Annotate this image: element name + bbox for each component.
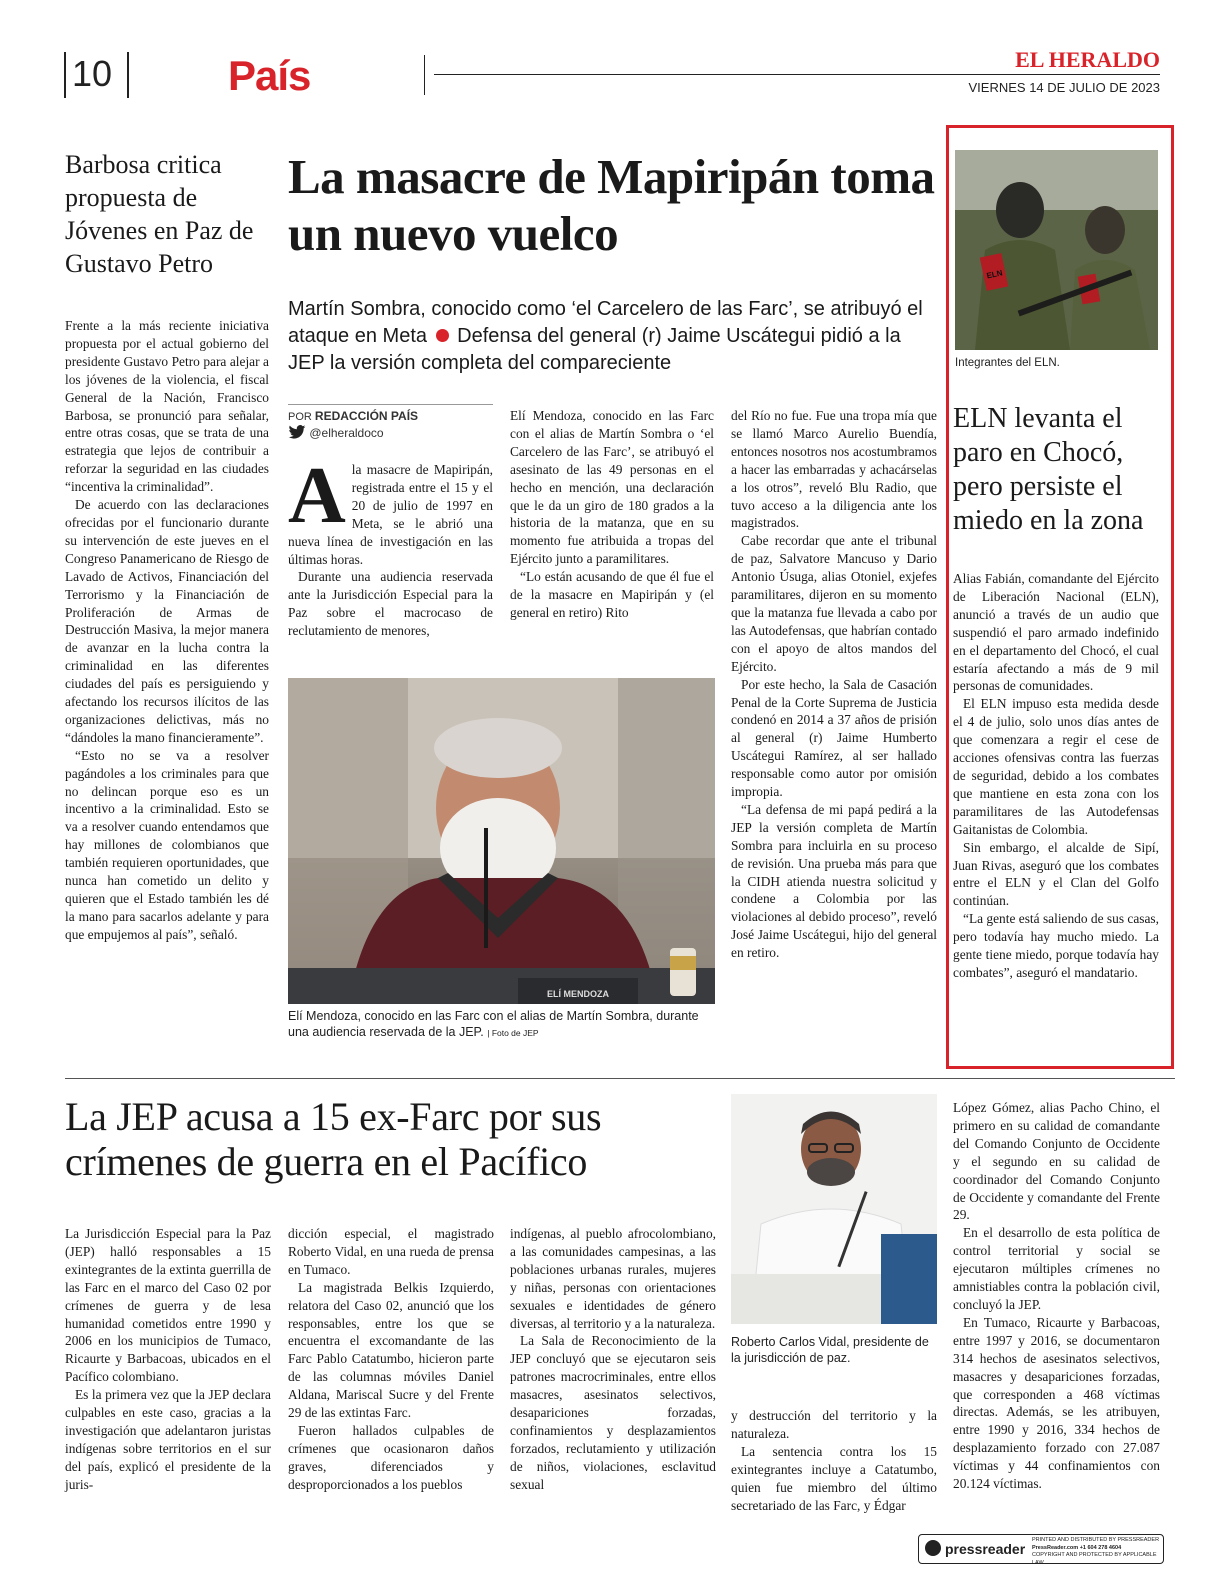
main-photo: [288, 678, 715, 1004]
main-paragraph: Cabe recordar que ante el tribunal de paz, Salvatore Mancuso y Dario Antonio Úsuga, alias Otoniel, exjefes paramilitares, dijeron en su momento que la matanza fue llevada a cabo por las Autodefensas, que habrían contado con el apoyo de altos mandos del Ejército.: [731, 533, 937, 674]
section-separator: [65, 1078, 1175, 1079]
man-portrait-illustration: [288, 678, 715, 1004]
brand-logo: EL HERALDO: [1015, 47, 1160, 72]
armband-left: ELN: [985, 268, 1004, 281]
deck-part-2: Defensa del general (r) Jaime Uscátegui pidió a la JEP la versión completa del compareciente: [288, 325, 901, 374]
bottom-col-4: [731, 1407, 937, 1514]
main-paragraph: Ala masacre de Mapiripán, registrada entre el 15 y el 20 de julio de 1997 en Meta, se le abrió una nueva línea de investigación en las últimas horas.: [288, 452, 493, 567]
byline-author: REDACCIÓN PAÍS: [314, 409, 419, 423]
twitter-handle: @elheraldoco: [309, 426, 384, 440]
section-title: País: [228, 52, 311, 99]
eln-photo-caption: Integrantes del ELN.: [955, 357, 1060, 369]
main-deck: [288, 296, 938, 377]
brief-body: [65, 317, 269, 944]
main-paragraph: “La defensa de mi papá pedirá a la JEP la versión completa de Martín Sombra para incluirla en su proceso de revisión. Una prueba más para que la CIDH atienda nuestra solicitud y condene a Colombia por las violaciones al debido proceso”, reveló José Jaime Uscátegui, hijo del general en retiro.: [731, 801, 937, 961]
header-divider-right: [127, 52, 129, 98]
brief-paragraph: De acuerdo con las declaraciones ofrecidas por el funcionario durante su intervención de este jueves en el Congreso Panamericano de Riesgo de Lavado de Activos, Financiación del Terrorismo y la Financiación de Proliferación de Armas de Destrucción Masiva, la mejor manera de avanzar en la lucha contra la criminalidad en las diferentes ciudades del país es persiguiendo y afectando los recursos ilícitos de las organizaciones delictivas, más no “dándoles la mano financieramente”.: [65, 497, 269, 745]
main-photo-caption: [288, 1008, 718, 1041]
header-divider-left: [64, 52, 66, 98]
brief-headline: Barbosa critica propuesta de Jóvenes en Paz de Gustavo Petro: [65, 150, 254, 278]
bottom-col-2: [288, 1225, 494, 1494]
main-headline: La masacre de Mapiripán toma un nuevo vuelco: [288, 149, 935, 261]
bottom-paragraph: Es la primera vez que la JEP declara culpables en este caso, gracias a la investigación que adelantaron juristas indígenas sobre territorios en el sur del país, explicó el presidente de la juris-: [65, 1387, 271, 1492]
twitter-line[interactable]: [288, 425, 384, 441]
deck-bullet: [436, 329, 449, 342]
main-paragraph: Por este hecho, la Sala de Casación Penal de la Corte Suprema de Justicia condenó en 2014 a 37 años de prisión al general (r) Jaime Humberto Uscátegui Ramírez, al ser hallado responsable como autor por omisión impropia.: [731, 676, 937, 800]
byline-por: POR: [288, 411, 312, 423]
main-paragraph: Elí Mendoza, conocido en las Farc con el alias de Martín Sombra o ‘el Carcelero de las Farc’, se atribuyó el asesinato de las 49 personas en el hecho en mención, una declaración que le da un giro de 180 grados a la historia de la matanza, que en su momento fue atribuida a tropas del Ejército junto a paramilitares.: [510, 408, 714, 567]
guerrilla-illustration: [955, 150, 1158, 350]
bottom-paragraph: La sentencia contra los 15 exintegrantes incluye a Catatumbo, quien fue miembro del último secretariado de las Farc, y Édgar: [731, 1443, 937, 1513]
eln-paragraph: El ELN impuso esta medida desde el 4 de julio, solo unos días antes de que comenzara a regir el cese de acciones ofensivas contra las fuerzas de seguridad, debido a los combates que mantiene en esta zona con los paramilitares de las Autodefensas Gaitanistas de Colombia.: [953, 696, 1159, 837]
bottom-paragraph: López Gómez, alias Pacho Chino, el primero en su calidad de comandante del Comando Conjunto de Occidente y el segundo en su calidad de coordinador del Comando Conjunto de Occidente y comandante del Frente 29.: [953, 1100, 1160, 1223]
pressreader-line-2: PressReader.com +1 604 278 4604: [1032, 1544, 1122, 1551]
eln-body: [953, 570, 1159, 982]
vidal-photo-caption: Roberto Carlos Vidal, presidente de la jurisdicción de paz.: [731, 1335, 929, 1365]
nameplate-text: ELÍ MENDOZA: [547, 989, 609, 999]
issue-date: VIERNES 14 DE JULIO DE 2023: [968, 80, 1160, 95]
bottom-paragraph: En el desarrollo de esta política de control territorial y social se ejecutaron múltiples crímenes no amnistiables contra la población civil, concluyó la JEP.: [953, 1225, 1160, 1312]
caption-text: Elí Mendoza, conocido en las Farc con el alias de Martín Sombra, durante una audiencia reservada de la JEP.: [288, 1009, 699, 1039]
vidal-portrait-illustration: [731, 1094, 937, 1324]
bottom-col-1: [65, 1225, 271, 1494]
main-col-2: [510, 407, 714, 622]
bottom-col-3: [510, 1225, 716, 1494]
bottom-paragraph: La Sala de Reconocimiento de la JEP concluyó que se ejecutaron seis patrones macrocriminales, entre ellos masacres, asesinatos selectivos, desapariciones forzadas, confinamientos y desplazamientos forzados, reclutamiento y utilización de niños, violaciones, esclavitud sexual: [510, 1333, 716, 1492]
bottom-paragraph: indígenas, al pueblo afrocolombiano, a las comunidades campesinas, a las poblaciones urbanas rurales, mujeres y niñas, personas con orientaciones sexuales e identidades de género diversas, al territorio y a la naturaleza.: [510, 1226, 716, 1331]
photo-credit: | Foto de JEP: [487, 1028, 539, 1038]
brief-paragraph: Frente a la más reciente iniciativa propuesta por el actual gobierno del presidente Gustavo Petro para alejar a los jóvenes de la violencia, el fiscal General de la Nación, Francisco Barbosa, se pronunció para señalar, entre otras cosas, que se trata de una estrategia que lejos de contribuir a reforzar la seguridad en las ciudades “incentiva la criminalidad”.: [65, 318, 269, 495]
main-col-1: [288, 452, 493, 640]
bottom-paragraph: Fueron hallados culpables de crímenes que ocasionaron daños graves, diferenciados y desproporcionados a los pueblos: [288, 1422, 494, 1492]
byline-rule: [288, 404, 493, 405]
bottom-headline: La JEP acusa a 15 ex-Farc por sus crímenes de guerra en el Pacífico: [65, 1094, 602, 1184]
main-paragraph: del Río no fue. Fue una tropa mía que se llamó Marco Aurelio Buendía, entonces nosotros nos acostumbramos a hacer las embarradas y achacárselas a los otros”, reveló Blu Radio, que tuvo acceso a la diligencia ante los magistrados.: [731, 408, 937, 531]
vidal-photo: [731, 1094, 937, 1324]
bottom-paragraph: y destrucción del territorio y la naturaleza.: [731, 1408, 937, 1441]
deck-part-1: Martín Sombra, conocido como ‘el Carcelero de las Farc’, se atribuyó el ataque en Meta: [288, 298, 923, 347]
bottom-paragraph: En Tumaco, Ricaurte y Barbacoas, entre 1997 y 2016, se documentaron 314 hechos de asesinatos selectivos, masacres y desapariciones forzadas, que corresponden a 468 víctimas directas. Además, se les atribuyen, entre 1990 y 2016, 334 hechos de desplazamiento forzado con 27.087 víctimas y 44 confinamientos con 20.124 víctimas.: [953, 1314, 1160, 1492]
eln-headline: ELN levanta el paro en Chocó, pero persiste el miedo en la zona: [953, 403, 1144, 536]
eln-photo: [955, 150, 1158, 350]
eln-paragraph: Alias Fabián, comandante del Ejército de Liberación Nacional (ELN), anunció a través de un audio que suspendió el paro armado indefinido en el departamento del Chocó, el cual estaría afectando a más de 9 mil personas de comunidades.: [953, 571, 1159, 694]
dropcap: A: [288, 452, 346, 540]
bottom-paragraph: La magistrada Belkis Izquierdo, relatora del Caso 02, anunció que los responsables, entre los que se encuentra el excomandante de las Farc Pablo Catatumbo, hicieron parte de las columnas móviles Daniel Aldana, Mariscal Sucre y del Frente 29 de las extintas Farc.: [288, 1279, 494, 1421]
main-paragraph: “Lo están acusando de que él fue el de la masacre en Mapiripán y (el general en retiro) Rito: [510, 569, 714, 620]
bottom-col-5: [953, 1099, 1160, 1493]
main-col-3: [731, 407, 937, 962]
pressreader-line-3: COPYRIGHT AND PROTECTED BY APPLICABLE LAW: [1032, 1552, 1157, 1566]
main-paragraph: Durante una audiencia reservada ante la Jurisdicción Especial para la Paz sobre el macrocaso de reclutamiento de menores,: [288, 569, 493, 639]
bottom-paragraph: dicción especial, el magistrado Roberto Vidal, en una rueda de prensa en Tumaco.: [288, 1226, 494, 1277]
pressreader-badge[interactable]: [918, 1534, 1164, 1564]
eln-paragraph: “La gente está saliendo de sus casas, pero todavía hay mucho miedo. La gente tiene miedo, porque todavía hay combates”, aseguró el mandatario.: [953, 911, 1159, 980]
page-number: 10: [72, 53, 113, 94]
byline: [288, 409, 418, 424]
bottom-paragraph: La Jurisdicción Especial para la Paz (JEP) halló responsables a 15 exintegrantes de la extinta guerrilla de las Farc en el marco del Caso 02 por crímenes de guerra y de lesa humanidad cometidos entre 1990 y 2006 en los municipios de Tumaco, Ricaurte y Barbacoas, ubicados en el Pacífico colombiano.: [65, 1226, 271, 1385]
header-rule: [434, 74, 1160, 75]
pressreader-icon: [925, 1540, 941, 1556]
eln-paragraph: Sin embargo, el alcalde de Sipí, Juan Rivas, aseguró que los combates entre el ELN y el Clan del Golfo continúan.: [953, 839, 1159, 909]
header-divider-section: [424, 55, 425, 95]
pressreader-line-1: PRINTED AND DISTRIBUTED BY PRESSREADER: [1032, 1537, 1160, 1543]
brief-paragraph: “Esto no se va a resolver pagándoles a los criminales para que no delincan porque eso es un incentivo a la criminalidad. Esto se va a resolver cuando entendamos que hay millones de colombianos que también requieren oportunidades, que nunca han cometido un delito y quieren que el Estado también les dé la mano para sacarlos adelante y para que empujemos al país”, señaló.: [65, 747, 269, 942]
pressreader-text: [1032, 1537, 1162, 1567]
twitter-icon: [288, 425, 306, 439]
pressreader-logo: pressreader: [945, 1541, 1026, 1557]
